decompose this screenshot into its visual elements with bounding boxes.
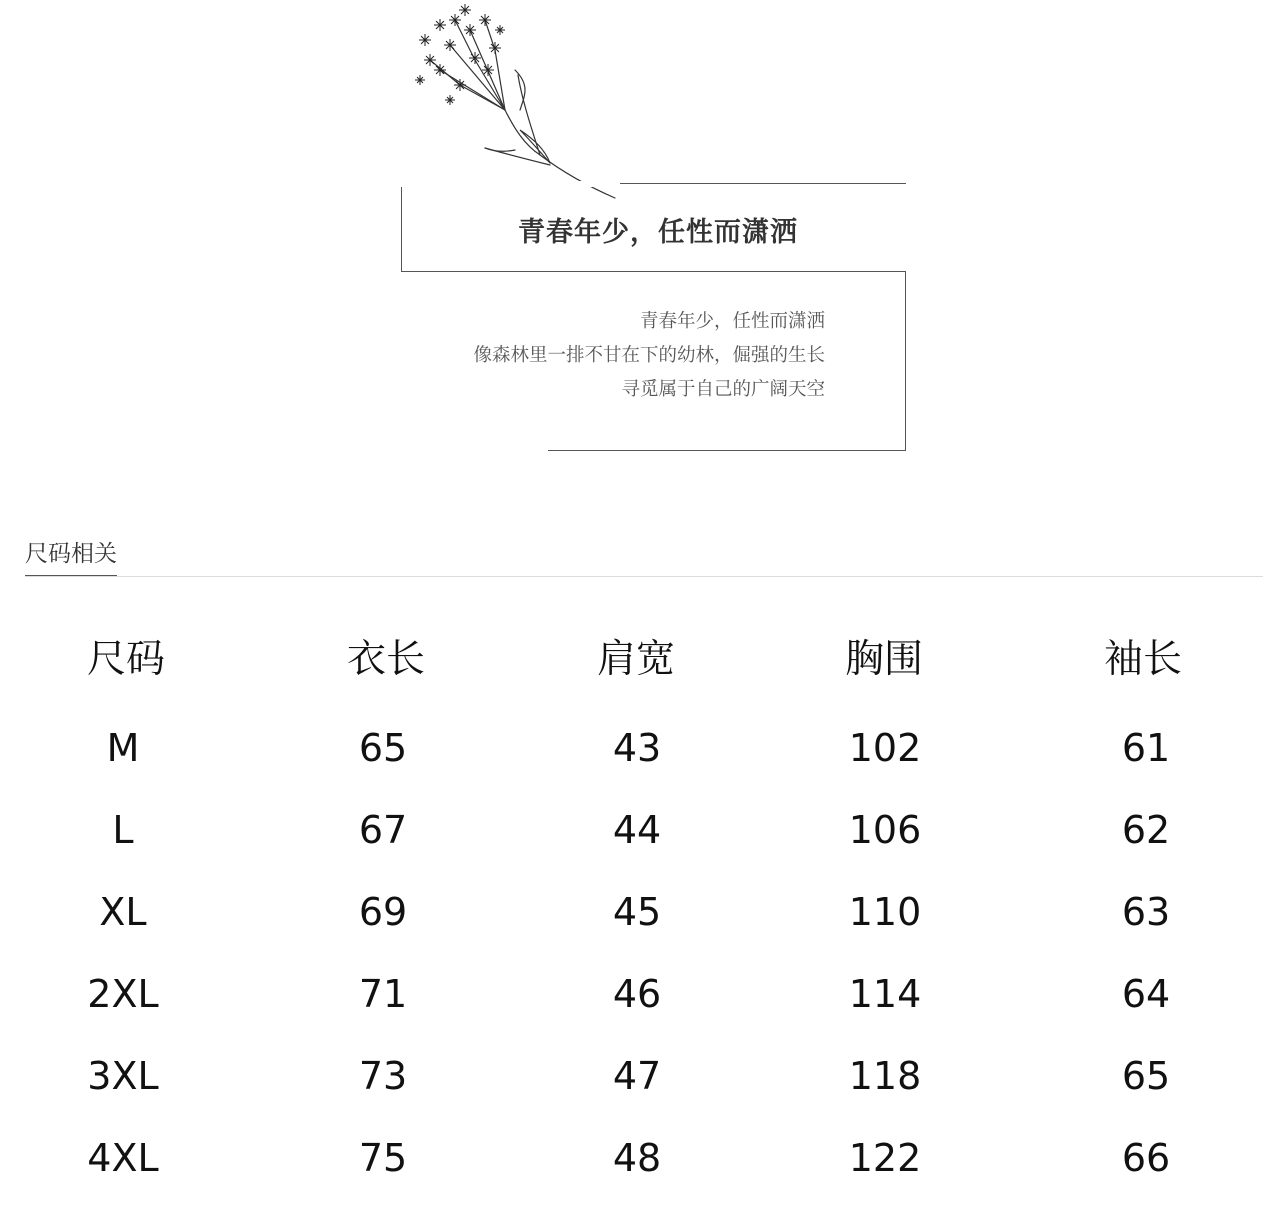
header-shoulder: 肩宽: [596, 637, 675, 682]
section-title: 尺码相关: [25, 535, 117, 577]
table-cell: 73: [358, 1054, 408, 1098]
header-length: 衣长: [346, 637, 425, 682]
table-cell: 65: [1121, 1054, 1171, 1098]
table-cell: 75: [358, 1136, 408, 1180]
poem-line: 寻觅属于自己的广阔天空: [621, 379, 825, 400]
table-cell: 71: [358, 972, 408, 1016]
header-chest: 胸围: [844, 637, 923, 682]
table-cell: 44: [612, 808, 662, 852]
poem-line: 青春年少，任性而潇洒: [639, 311, 825, 332]
table-cell: 3XL: [87, 1054, 159, 1098]
table-cell: 69: [358, 890, 408, 934]
table-cell: 45: [612, 890, 662, 934]
flower-sprig-illustration: [400, 0, 630, 205]
banner-headline: 青春年少，任性而潇洒: [518, 217, 798, 248]
table-cell: 47: [612, 1054, 662, 1098]
table-cell: 64: [1121, 972, 1171, 1016]
table-cell: 46: [612, 972, 662, 1016]
table-cell: 65: [358, 726, 408, 770]
table-cell: 122: [848, 1136, 922, 1180]
table-row: [0, 790, 1280, 872]
table-cell: 118: [848, 1054, 922, 1098]
table-row: [0, 1118, 1280, 1200]
table-cell: 4XL: [87, 1136, 159, 1180]
table-cell: 62: [1121, 808, 1171, 852]
table-cell: L: [112, 808, 134, 852]
table-cell: 102: [848, 726, 922, 770]
banner-poem: [473, 305, 825, 407]
table-cell: 67: [358, 808, 408, 852]
table-cell: XL: [99, 890, 147, 934]
table-cell: 2XL: [87, 972, 159, 1016]
table-cell: 43: [612, 726, 662, 770]
table-cell: 66: [1121, 1136, 1171, 1180]
header-sleeve: 袖长: [1103, 637, 1182, 682]
header-size: 尺码: [86, 637, 165, 682]
table-row: [0, 708, 1280, 790]
size-table: [0, 620, 1280, 1200]
table-row: [0, 954, 1280, 1036]
table-row: [0, 1036, 1280, 1118]
table-cell: 106: [848, 808, 922, 852]
table-header-row: [0, 620, 1280, 708]
section-divider: [25, 576, 1263, 577]
table-cell: M: [106, 726, 140, 770]
table-cell: 61: [1121, 726, 1171, 770]
table-cell: 114: [848, 972, 922, 1016]
table-cell: 48: [612, 1136, 662, 1180]
table-cell: 63: [1121, 890, 1171, 934]
table-row: [0, 872, 1280, 954]
table-cell: 110: [848, 890, 922, 934]
poem-line: 像森林里一排不甘在下的幼林，倔强的生长: [473, 345, 825, 366]
decorative-frame-gap: [400, 181, 620, 187]
